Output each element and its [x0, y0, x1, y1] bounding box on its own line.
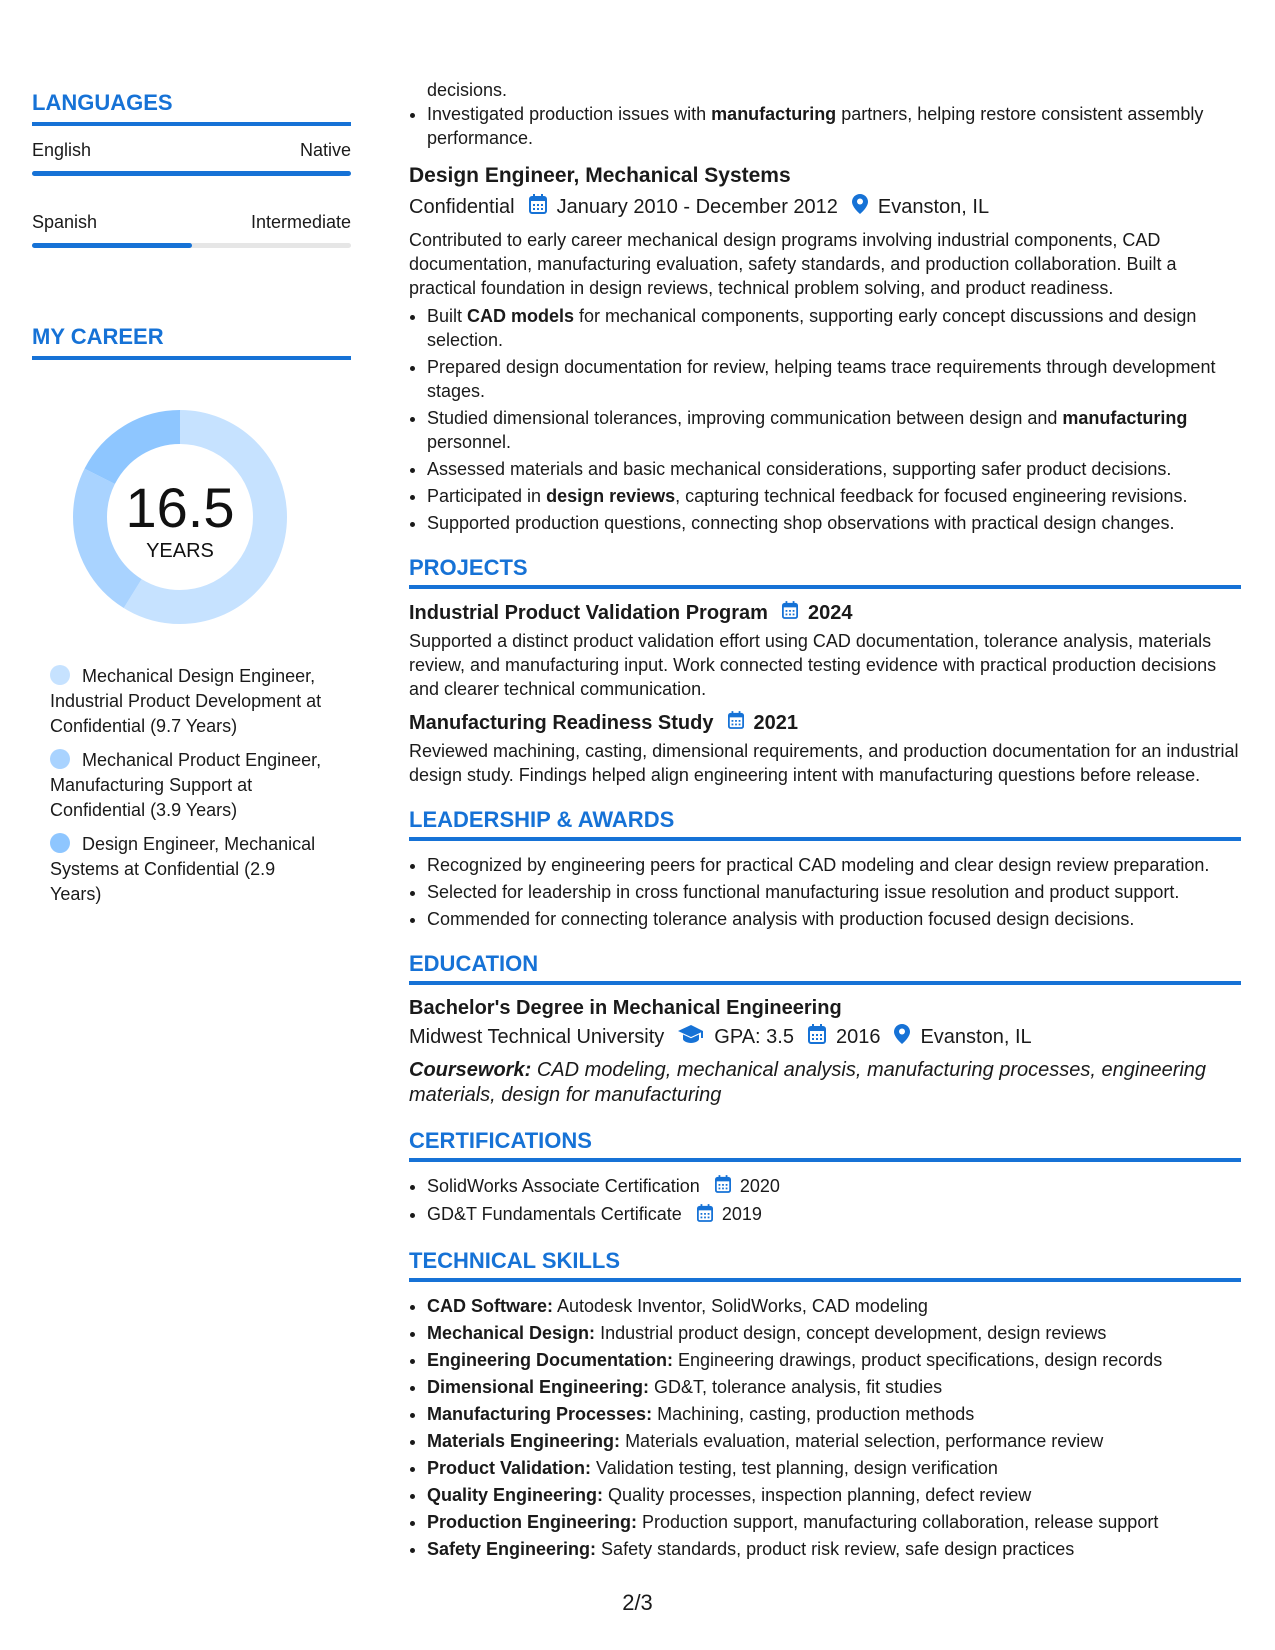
- certification-item: [427, 1174, 1241, 1199]
- language-item: [32, 140, 351, 176]
- coursework-text: CAD modeling, mechanical analysis, manufacturing processes, engineering materials, design for manufacturing: [409, 1059, 1207, 1106]
- skill-value: Safety standards, product risk review, safe design practices: [601, 1538, 1075, 1559]
- career-legend-item: [50, 748, 330, 823]
- bullet-item: • Recognized by engineering peers for practical CAD modeling and clear design review preparation.: [427, 853, 1241, 877]
- language-proficiency-bar: [32, 171, 351, 176]
- bullet-item: • Investigated production issues with manufacturing partners, helping restore consistent assembly performance.: [427, 102, 1241, 150]
- skill-label: Safety Engineering:: [427, 1538, 597, 1559]
- career-legend-label: Mechanical Design Engineer, Industrial Product Development at Confidential (9.7 Years): [50, 666, 322, 736]
- calendar-icon: [808, 1024, 826, 1050]
- bullet-item: • Supported production questions, connecting shop observations with practical design changes.: [427, 511, 1241, 535]
- certification-year: 2019: [721, 1204, 762, 1225]
- skill-label: Mechanical Design:: [427, 1322, 596, 1343]
- skill-value: GD&T, tolerance analysis, fit studies: [654, 1376, 943, 1397]
- education-coursework: [409, 1058, 1241, 1108]
- skill-value: Autodesk Inventor, SolidWorks, CAD modeling: [557, 1295, 928, 1316]
- education-location: Evanston, IL: [920, 1025, 1032, 1048]
- job-location: Evanston, IL: [877, 195, 990, 218]
- job-title: Design Engineer, Mechanical Systems: [409, 164, 791, 187]
- location-pin-icon: [852, 194, 868, 220]
- certification-name: GD&T Fundamentals Certificate: [427, 1204, 682, 1225]
- language-proficiency-fill: [32, 243, 192, 248]
- project-year: 2024: [807, 601, 853, 624]
- certification-year: 2020: [739, 1176, 780, 1196]
- skill-item: [427, 1429, 1241, 1453]
- language-name: Spanish: [32, 212, 98, 232]
- project-item: [409, 711, 1241, 787]
- main-content: [409, 78, 1241, 1564]
- languages-heading: LANGUAGES: [32, 90, 351, 126]
- project-description: Reviewed machining, casting, dimensional requirements, and production documentation for an industrial design study. Findings helped align engineering intent with manufacturing questions before release.: [409, 741, 1239, 785]
- education-gpa: GPA: 3.5: [714, 1025, 794, 1048]
- skill-value: Quality processes, inspection planning, defect review: [608, 1484, 1032, 1505]
- calendar-icon: [529, 194, 547, 220]
- career-donut-chart: [65, 402, 295, 632]
- skill-item: [427, 1294, 1241, 1318]
- coursework-label: Coursework:: [409, 1059, 532, 1081]
- career-legend-label: Mechanical Product Engineer, Manufacturing Support at Confidential (3.9 Years): [50, 750, 322, 820]
- skill-label: Product Validation:: [427, 1457, 592, 1478]
- career-total-value: 16.5: [125, 476, 235, 539]
- career-total-unit: YEARS: [146, 540, 214, 562]
- bullet-item: • Commended for connecting tolerance analysis with production focused design decisions.: [427, 907, 1241, 931]
- legend-dot: [50, 749, 70, 769]
- skill-value: Production support, manufacturing collaboration, release support: [642, 1511, 1159, 1532]
- career-legend-item: [50, 664, 330, 739]
- job-company: Confidential: [409, 195, 515, 218]
- skill-label: Materials Engineering:: [427, 1430, 621, 1451]
- skill-value: Industrial product design, concept development, design reviews: [600, 1322, 1107, 1343]
- education-year: 2016: [835, 1025, 881, 1048]
- job-summary: Contributed to early career mechanical design programs involving industrial components, CAD documentation, manufacturing evaluation, safety standards, and production collaboration. Built a practical foundation in design reviews, technical problem solving, and product readiness.: [409, 230, 1177, 298]
- skill-label: CAD Software:: [427, 1295, 554, 1316]
- certifications-list: [409, 1174, 1241, 1228]
- skill-item: [427, 1375, 1241, 1399]
- continued-text: decisions.: [427, 80, 508, 100]
- calendar-icon: [728, 711, 744, 735]
- certification-name: SolidWorks Associate Certification: [427, 1176, 700, 1196]
- career-heading: MY CAREER: [32, 324, 351, 360]
- project-title: Manufacturing Readiness Study: [409, 711, 714, 734]
- skill-label: Quality Engineering:: [427, 1484, 604, 1505]
- skill-label: Dimensional Engineering:: [427, 1376, 650, 1397]
- skill-item: [427, 1456, 1241, 1480]
- certification-item: [427, 1202, 1241, 1227]
- language-level: Native: [299, 140, 351, 160]
- language-level: Intermediate: [250, 212, 351, 232]
- page-number: 2/3: [622, 1590, 653, 1615]
- certifications-heading: CERTIFICATIONS: [409, 1128, 1241, 1162]
- location-pin-icon: [894, 1024, 910, 1050]
- project-year: 2021: [753, 711, 798, 734]
- bullet-item: • Assessed materials and basic mechanical considerations, supporting safer product decisions.: [427, 457, 1241, 481]
- language-proficiency-bar: [32, 243, 351, 248]
- project-description: Supported a distinct product validation effort using CAD documentation, tolerance analysis, materials review, and manufacturing input. Work connected testing evidence with practical production decisions and clearer technical communication.: [409, 631, 1217, 699]
- leadership-bullets: [409, 853, 1241, 931]
- sidebar: [32, 90, 351, 916]
- graduation-cap-icon: [678, 1025, 704, 1049]
- skill-item: [427, 1321, 1241, 1345]
- career-legend-label: Design Engineer, Mechanical Systems at Confidential (2.9 Years): [50, 834, 316, 904]
- leadership-heading: LEADERSHIP & AWARDS: [409, 807, 1241, 841]
- skill-value: Materials evaluation, material selection, performance review: [625, 1430, 1104, 1451]
- education-heading: EDUCATION: [409, 951, 1241, 985]
- education-meta: [409, 1024, 1241, 1050]
- skill-item: [427, 1483, 1241, 1507]
- career-section: [32, 324, 351, 907]
- skill-label: Engineering Documentation:: [427, 1349, 674, 1370]
- skill-label: Production Engineering:: [427, 1511, 637, 1532]
- skill-label: Manufacturing Processes:: [427, 1403, 653, 1424]
- skill-value: Validation testing, test planning, design verification: [596, 1457, 998, 1478]
- job-bullets: [409, 304, 1241, 535]
- bullet-item: • Participated in design reviews, capturing technical feedback for focused engineering revisions.: [427, 484, 1241, 508]
- carry-over-bullets: [409, 102, 1241, 150]
- job-dates: January 2010 - December 2012: [556, 195, 838, 218]
- skill-item: [427, 1348, 1241, 1372]
- job-meta: [409, 194, 1241, 220]
- skill-item: [427, 1537, 1241, 1561]
- skills-list: [409, 1294, 1241, 1561]
- career-legend-item: [50, 832, 330, 907]
- skills-heading: TECHNICAL SKILLS: [409, 1248, 1241, 1282]
- bullet-item: • Studied dimensional tolerances, improving communication between design and manufacturing personnel.: [427, 406, 1241, 454]
- calendar-icon: [782, 601, 798, 625]
- career-legend: [50, 664, 330, 907]
- skill-item: [427, 1510, 1241, 1534]
- bullet-item: • Selected for leadership in cross functional manufacturing issue resolution and product support.: [427, 880, 1241, 904]
- language-name: English: [32, 140, 92, 160]
- legend-dot: [50, 833, 70, 853]
- skill-value: Machining, casting, production methods: [657, 1403, 975, 1424]
- skill-item: [427, 1402, 1241, 1426]
- projects-heading: PROJECTS: [409, 555, 1241, 589]
- bullet-item: • Built CAD models for mechanical components, supporting early concept discussions and design selection.: [427, 304, 1241, 352]
- education-degree: Bachelor's Degree in Mechanical Engineering: [409, 997, 842, 1019]
- language-item: [32, 212, 351, 248]
- calendar-icon: [697, 1204, 713, 1228]
- legend-dot: [50, 665, 70, 685]
- bullet-item: • Prepared design documentation for review, helping teams trace requirements through development stages.: [427, 355, 1241, 403]
- skill-value: Engineering drawings, product specifications, design records: [678, 1349, 1163, 1370]
- project-item: [409, 601, 1241, 701]
- education-school: Midwest Technical University: [409, 1025, 665, 1048]
- calendar-icon: [715, 1175, 731, 1199]
- project-title: Industrial Product Validation Program: [409, 601, 768, 624]
- language-proficiency-fill: [32, 171, 351, 176]
